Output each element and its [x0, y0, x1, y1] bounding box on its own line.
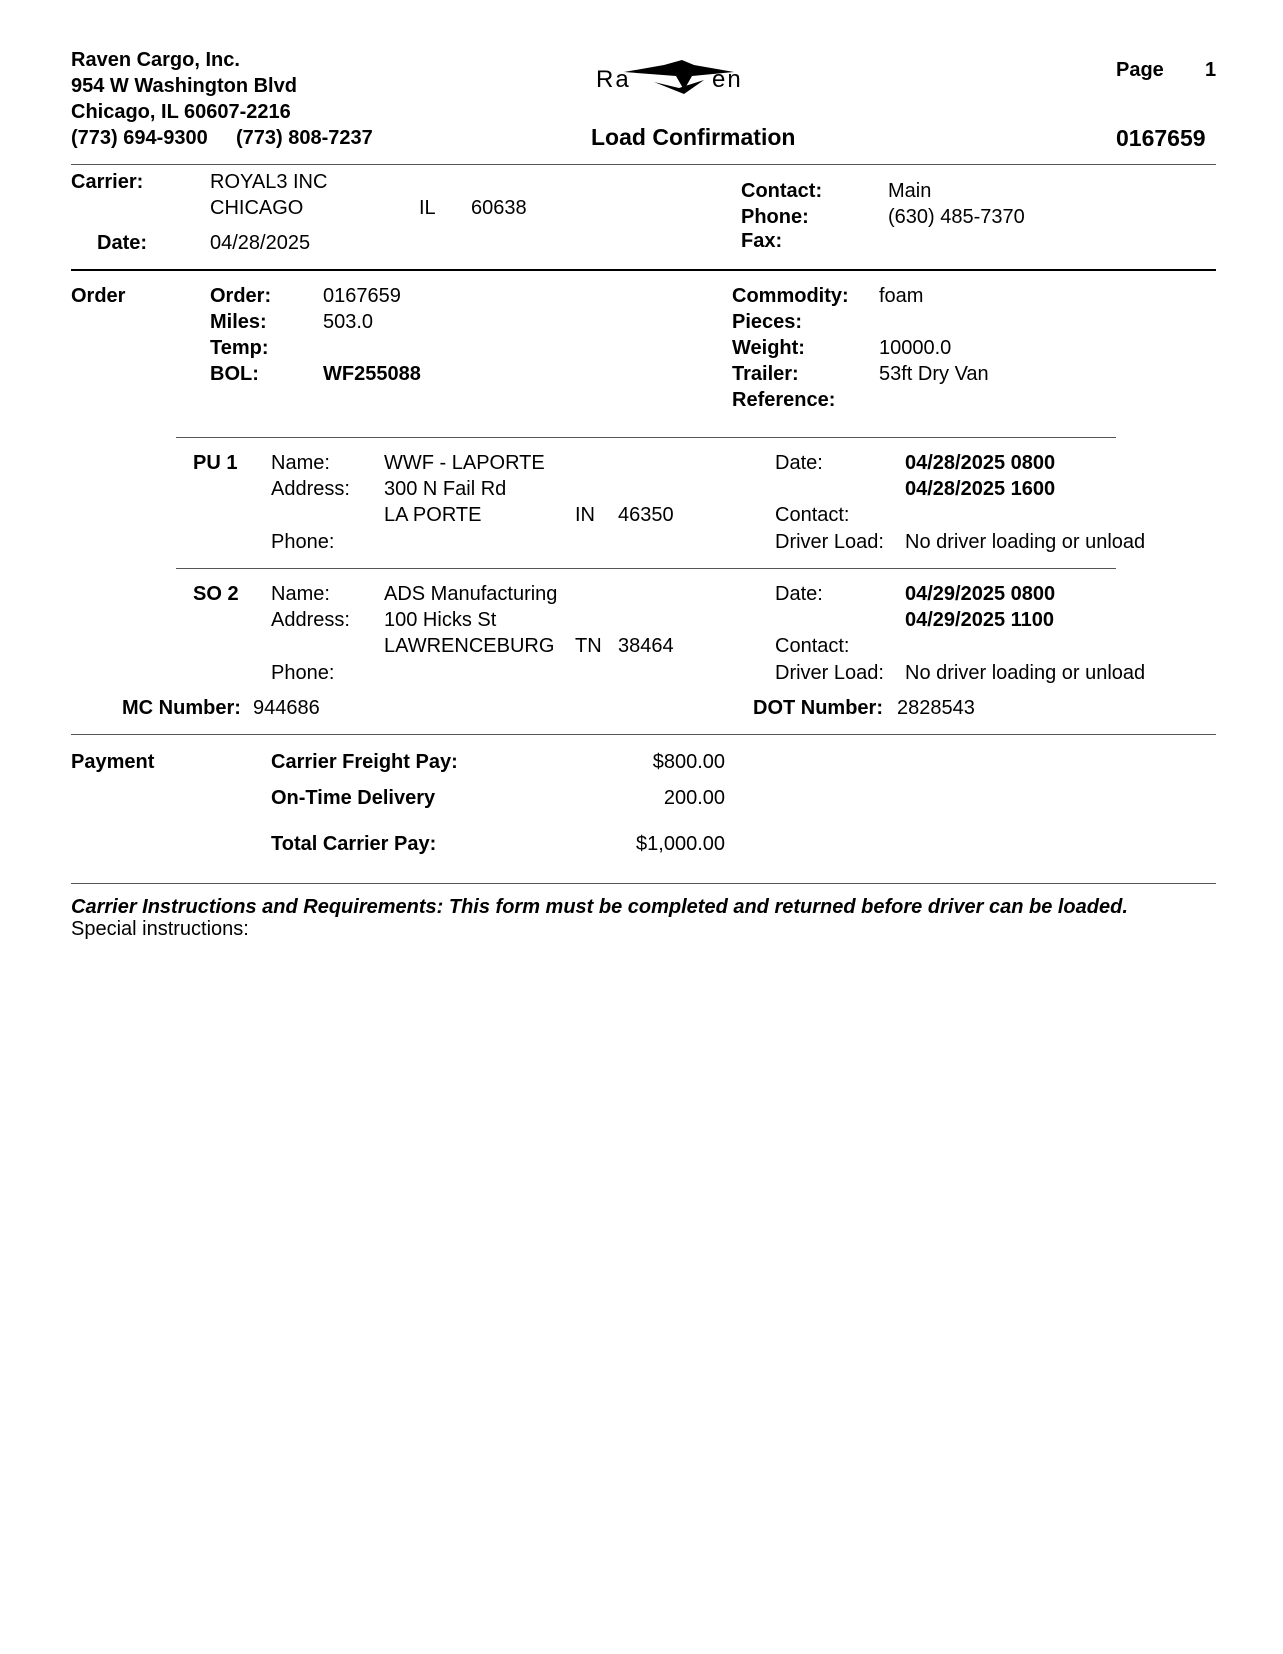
phone-value: (630) 485-7370	[888, 206, 1025, 228]
dot-label: DOT Number:	[753, 697, 883, 719]
company-phone1: (773) 694-9300	[71, 127, 208, 149]
company-name: Raven Cargo, Inc.	[71, 49, 240, 71]
stop-contact-label: Contact:	[775, 504, 850, 526]
divider	[71, 269, 1216, 271]
divider	[176, 437, 1116, 438]
stop-zip: 38464	[618, 635, 674, 657]
doc-title: Load Confirmation	[591, 124, 796, 150]
stop-date-end: 04/28/2025 1600	[905, 478, 1056, 500]
stop-date-label: Date:	[775, 452, 823, 474]
stop-name: ADS Manufacturing	[384, 583, 558, 605]
stop-city: LA PORTE	[384, 504, 482, 526]
carrier-label: Carrier:	[71, 171, 144, 193]
contact-value: Main	[888, 180, 932, 202]
carrier-name: ROYAL3 INC	[210, 171, 328, 193]
dot-value: 2828543	[897, 697, 975, 719]
pieces-label: Pieces:	[732, 311, 803, 333]
total-pay-label: Total Carrier Pay:	[271, 833, 437, 855]
trailer-value: 53ft Dry Van	[879, 363, 989, 385]
stop-date-label: Date:	[775, 583, 823, 605]
doc-number: 0167659	[1116, 125, 1206, 151]
phone-label: Phone:	[741, 206, 809, 228]
commodity-label: Commodity:	[732, 285, 849, 307]
ontime-delivery-label: On-Time Delivery	[271, 787, 436, 809]
company-logo	[594, 60, 764, 100]
divider	[176, 568, 1116, 569]
company-phone2: (773) 808-7237	[236, 127, 373, 149]
reference-label: Reference:	[732, 389, 836, 411]
stop-date-end: 04/29/2025 1100	[905, 609, 1055, 631]
order-value: 0167659	[323, 285, 401, 307]
stop-driver-load: No driver loading or unload	[905, 531, 1146, 553]
freight-pay-value: $800.00	[652, 751, 725, 773]
mc-value: 944686	[253, 697, 320, 719]
stop-contact-label: Contact:	[775, 635, 850, 657]
divider	[71, 164, 1216, 165]
mc-label: MC Number:	[122, 697, 241, 719]
stop-phone-label: Phone:	[271, 531, 335, 553]
stop-state: IN	[575, 504, 595, 526]
stop-zip: 46350	[618, 504, 674, 526]
stop-date-start: 04/29/2025 0800	[905, 583, 1056, 605]
page-label: Page	[1116, 59, 1164, 81]
divider	[71, 883, 1216, 884]
freight-pay-label: Carrier Freight Pay:	[271, 751, 458, 773]
fax-label: Fax:	[741, 230, 783, 252]
order-section-label: Order	[71, 285, 126, 307]
carrier-zip: 60638	[471, 197, 527, 219]
logo-text-right: en	[712, 66, 743, 93]
stop-driver-load: No driver loading or unload	[905, 662, 1146, 684]
company-address1: 954 W Washington Blvd	[71, 75, 297, 97]
total-pay-value: $1,000.00	[636, 833, 725, 855]
miles-label: Miles:	[210, 311, 267, 333]
weight-label: Weight:	[732, 337, 805, 359]
order-label: Order:	[210, 285, 272, 307]
bol-value: WF255088	[323, 363, 421, 385]
commodity-value: foam	[879, 285, 924, 307]
temp-label: Temp:	[210, 337, 269, 359]
company-address2: Chicago, IL 60607-2216	[71, 101, 291, 123]
logo-text-left: Ra	[596, 66, 631, 93]
stop-address-label: Address:	[271, 478, 350, 500]
weight-value: 10000.0	[879, 337, 952, 359]
stop-state: TN	[575, 635, 602, 657]
trailer-label: Trailer:	[732, 363, 799, 385]
stop-driver-load-label: Driver Load:	[775, 531, 884, 553]
stop-city: LAWRENCEBURG	[384, 635, 555, 657]
special-instructions-label: Special instructions:	[71, 918, 249, 940]
ontime-delivery-value: 200.00	[663, 787, 725, 809]
carrier-date: 04/28/2025	[210, 232, 311, 254]
payment-section-label: Payment	[71, 751, 155, 773]
bol-label: BOL:	[210, 363, 259, 385]
stop-driver-load-label: Driver Load:	[775, 662, 884, 684]
stop-phone-label: Phone:	[271, 662, 335, 684]
stop-address: 300 N Fail Rd	[384, 478, 507, 500]
carrier-state: IL	[419, 197, 436, 219]
stop-code: SO 2	[193, 583, 239, 605]
stop-name-label: Name:	[271, 583, 330, 605]
stop-name: WWF - LAPORTE	[384, 452, 545, 474]
stop-address-label: Address:	[271, 609, 350, 631]
stop-name-label: Name:	[271, 452, 330, 474]
contact-label: Contact:	[741, 180, 823, 202]
carrier-city: CHICAGO	[210, 197, 304, 219]
page-number: 1	[1205, 59, 1217, 81]
divider	[71, 734, 1216, 735]
stop-date-start: 04/28/2025 0800	[905, 452, 1056, 474]
carrier-date-label: Date:	[97, 232, 148, 254]
stop-code: PU 1	[193, 452, 238, 474]
miles-value: 503.0	[323, 311, 374, 333]
stop-address: 100 Hicks St	[384, 609, 497, 631]
instructions-heading: Carrier Instructions and Requirements: This form must be completed and returned before driver can be loaded.	[71, 896, 1128, 918]
